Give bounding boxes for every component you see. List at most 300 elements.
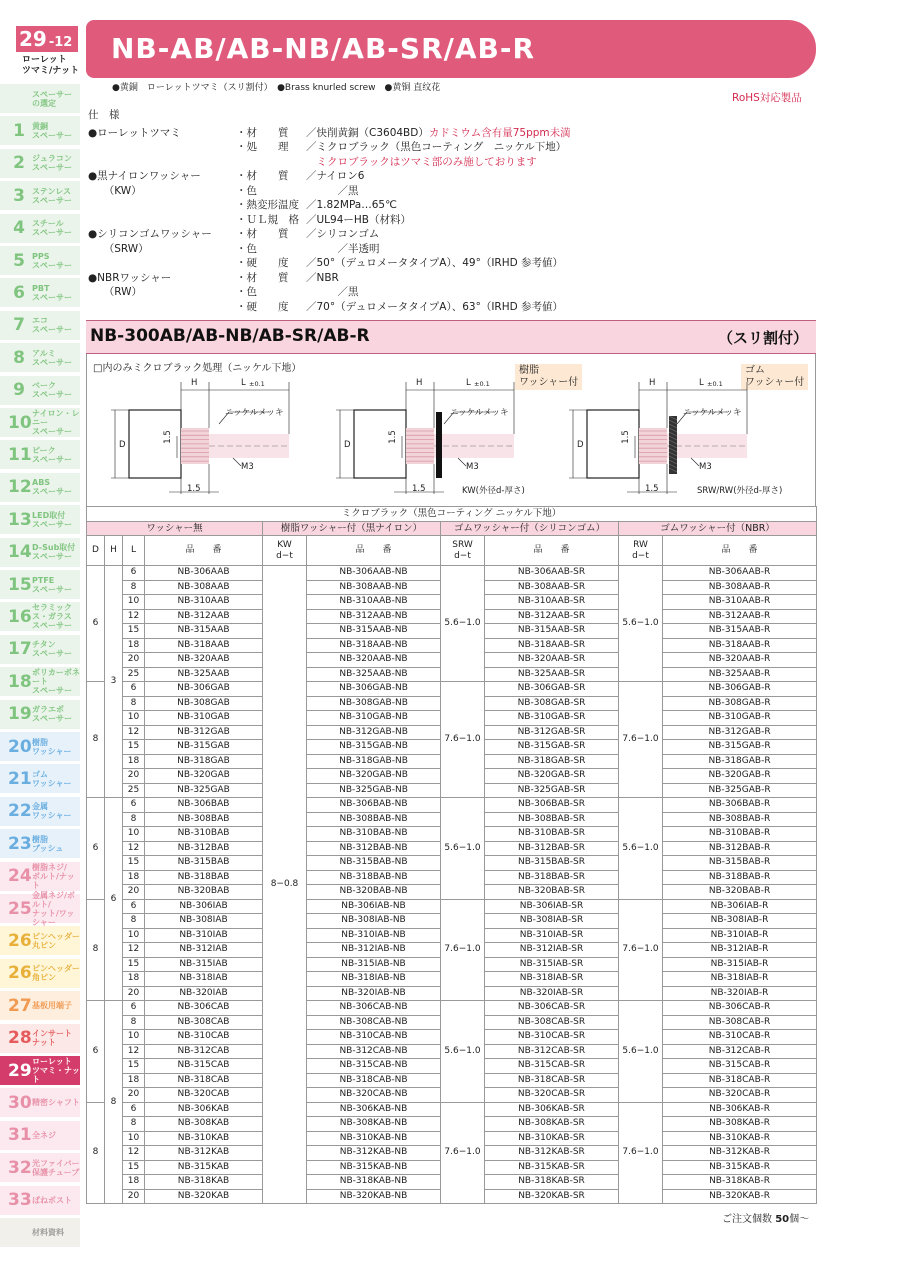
- l-value: 18: [123, 870, 145, 885]
- col-header-dt: d−t: [454, 550, 471, 561]
- order-qty: 50: [775, 1214, 790, 1225]
- rw-dt-value: 7.6−1.0: [619, 682, 663, 798]
- kw-washer: [436, 412, 442, 478]
- part-number: NB-325AAB: [145, 667, 263, 682]
- sidebar-item[interactable]: [0, 890, 80, 927]
- sidebar-item[interactable]: [0, 278, 80, 307]
- sidebar-item[interactable]: [0, 635, 80, 664]
- part-number-nb: NB-318IAB-NB: [307, 972, 441, 987]
- l-value: 12: [123, 1044, 145, 1059]
- sidebar-item[interactable]: [0, 1186, 80, 1215]
- spec-item: [88, 155, 236, 170]
- sidebar-item-number: 10: [8, 412, 32, 433]
- part-number-nb: NB-308KAB-NB: [307, 1117, 441, 1132]
- group-header: ゴムワッシャー付（シリコンゴム）: [441, 521, 619, 536]
- l-value: 12: [123, 609, 145, 624]
- sidebar-item-label: 全ネジ: [32, 1130, 56, 1140]
- part-number-r: NB-320BAB-R: [663, 885, 817, 900]
- spec-value: ／黒: [306, 184, 359, 197]
- diagram-note: □内のみミクロブラック処理（ニッケル下地）: [93, 363, 302, 374]
- sidebar-item-number: 26: [8, 963, 32, 984]
- l-value: 15: [123, 740, 145, 755]
- spec-attr: ・熱変形温度: [236, 199, 299, 211]
- part-number: NB-308AAB: [145, 580, 263, 595]
- part-number-sr: NB-310BAB-SR: [485, 827, 619, 842]
- sidebar-item-label: 樹脂ネジ/ ボルト/ナット: [32, 862, 75, 890]
- spec-attr: ・硬 度: [236, 300, 289, 313]
- part-number-nb: NB-312GAB-NB: [307, 725, 441, 740]
- sidebar-item-number: 8: [13, 347, 25, 368]
- part-number-nb: NB-306IAB-NB: [307, 899, 441, 914]
- sidebar-item-number: 21: [8, 768, 32, 789]
- sidebar-item[interactable]: [0, 862, 80, 891]
- part-number: NB-312AAB: [145, 609, 263, 624]
- srw-dt-value: 7.6−1.0: [441, 682, 485, 798]
- spec-row: [88, 227, 808, 242]
- h-value: 3: [105, 566, 123, 798]
- l-value: 8: [123, 914, 145, 929]
- sidebar-item-label: ABS スペーサー: [32, 478, 72, 497]
- l-value: 18: [123, 1175, 145, 1190]
- dim-knurl-length-label: 1.5: [645, 484, 659, 494]
- sidebar-item-number: 9: [13, 380, 25, 401]
- page-sub-number: -12: [48, 35, 73, 50]
- sidebar-item-label: 金属ネジ/ボルト/ ナット/ワッシャー: [32, 890, 75, 927]
- part-number-nb: NB-318AAB-NB: [307, 638, 441, 653]
- part-number: NB-310BAB: [145, 827, 263, 842]
- l-value: 6: [123, 682, 145, 697]
- spec-row: [88, 126, 808, 141]
- dim-d-label: D: [344, 440, 351, 450]
- col-header-kw-name: KW: [277, 539, 292, 550]
- part-number-nb: NB-308GAB-NB: [307, 696, 441, 711]
- table-row: [87, 566, 817, 581]
- spec-item: ●NBRワッシャー: [88, 271, 172, 284]
- sidebar-item-number: 30: [8, 1092, 32, 1113]
- l-value: 25: [123, 667, 145, 682]
- sidebar-item[interactable]: [0, 505, 80, 534]
- part-number-sr: NB-318IAB-SR: [485, 972, 619, 987]
- spec-value: ／70°（デュロメータタイプA）、63°（IRHD 参考値）: [306, 300, 564, 313]
- part-number-nb: NB-318GAB-NB: [307, 754, 441, 769]
- part-number-sr: NB-308BAB-SR: [485, 812, 619, 827]
- col-header-part: 品 番: [307, 536, 441, 566]
- l-value: 12: [123, 725, 145, 740]
- sidebar-item-label: ピーク スペーサー: [32, 445, 72, 464]
- spec-item: [88, 256, 236, 271]
- d-value: 8: [87, 682, 105, 798]
- part-number-nb: NB-308IAB-NB: [307, 914, 441, 929]
- dim-knurl-length-label: 1.5: [187, 484, 201, 494]
- sidebar-item-number: 25: [8, 898, 32, 919]
- part-number-r: NB-312BAB-R: [663, 841, 817, 856]
- part-number: NB-318BAB: [145, 870, 263, 885]
- sidebar-item-number: 12: [8, 477, 32, 498]
- l-value: 20: [123, 885, 145, 900]
- part-number-nb: NB-320AAB-NB: [307, 653, 441, 668]
- part-number-sr: NB-320BAB-SR: [485, 885, 619, 900]
- part-number: NB-325GAB: [145, 783, 263, 798]
- part-number-nb: NB-308AAB-NB: [307, 580, 441, 595]
- knob-head: [354, 410, 406, 478]
- sidebar-item-number: 4: [13, 218, 25, 239]
- order-suffix: 個〜: [789, 1214, 810, 1225]
- l-value: 10: [123, 1030, 145, 1045]
- part-number-sr: NB-318BAB-SR: [485, 870, 619, 885]
- group-header: ゴムワッシャー付（NBR）: [619, 521, 817, 536]
- part-number-r: NB-315KAB-R: [663, 1160, 817, 1175]
- spec-value: ／50°（デュロメータタイプA）、49°（IRHD 参考値）: [306, 257, 564, 269]
- part-number-r: NB-312GAB-R: [663, 725, 817, 740]
- part-number-nb: NB-320BAB-NB: [307, 885, 441, 900]
- table-row: [87, 536, 817, 566]
- part-number-nb: NB-315BAB-NB: [307, 856, 441, 871]
- table-row: [87, 899, 817, 914]
- part-number-r: NB-325AAB-R: [663, 667, 817, 682]
- part-number: NB-310IAB: [145, 928, 263, 943]
- part-number-nb: NB-308CAB-NB: [307, 1015, 441, 1030]
- page-number: 29: [19, 27, 47, 51]
- part-number-sr: NB-315GAB-SR: [485, 740, 619, 755]
- part-number-sr: NB-308GAB-SR: [485, 696, 619, 711]
- dim-d-label: D: [577, 440, 584, 450]
- part-number-r: NB-306GAB-R: [663, 682, 817, 697]
- part-number-r: NB-306AAB-R: [663, 566, 817, 581]
- col-header-dt: d−t: [632, 550, 649, 561]
- sidebar-item-label: ナイロン・レニー スペーサー: [32, 409, 80, 436]
- part-number-sr: NB-306BAB-SR: [485, 798, 619, 813]
- part-number-r: NB-310KAB-R: [663, 1131, 817, 1146]
- sidebar-item-number: 14: [8, 542, 32, 563]
- sidebar-item[interactable]: [0, 667, 80, 696]
- part-number-r: NB-318GAB-R: [663, 754, 817, 769]
- spec-value-note: カドミウム含有量75ppm未満: [428, 126, 571, 139]
- product-subtitle: ●黄銅 ローレットツマミ（スリ割付） ●Brass knurled screw ●黄铜 直纹花: [112, 83, 441, 93]
- table-row: [87, 1102, 817, 1117]
- sidebar-item[interactable]: [0, 959, 80, 988]
- part-number-nb: NB-310BAB-NB: [307, 827, 441, 842]
- col-header-h: H: [105, 536, 123, 566]
- part-number-r: NB-306CAB-R: [663, 1001, 817, 1016]
- sidebar-item-label: アルミ スペーサー: [32, 348, 72, 367]
- part-number: NB-308KAB: [145, 1117, 263, 1132]
- part-number-nb: NB-320IAB-NB: [307, 986, 441, 1001]
- dim-thread-dia-label: 1.5: [620, 430, 631, 444]
- part-number-r: NB-318CAB-R: [663, 1073, 817, 1088]
- spec-block: [88, 108, 808, 314]
- dim-l-tolerance: ±0.1: [249, 380, 265, 388]
- part-number: NB-318CAB: [145, 1073, 263, 1088]
- sidebar-item-label: 樹脂 ワッシャー: [32, 737, 72, 756]
- l-value: 20: [123, 769, 145, 784]
- sidebar-item[interactable]: [0, 1088, 80, 1117]
- col-header-srw-name: SRW: [452, 539, 473, 550]
- part-number-r: NB-318IAB-R: [663, 972, 817, 987]
- part-number-sr: NB-318KAB-SR: [485, 1175, 619, 1190]
- sidebar-item-label: ステンレス スペーサー: [32, 186, 72, 205]
- spec-item: [88, 198, 236, 213]
- part-number-sr: NB-308KAB-SR: [485, 1117, 619, 1132]
- sidebar-item-number: 7: [13, 315, 25, 336]
- l-value: 10: [123, 595, 145, 610]
- sidebar-item-number: 24: [8, 866, 32, 887]
- l-value: 8: [123, 580, 145, 595]
- part-number: NB-310KAB: [145, 1131, 263, 1146]
- col-header-l: L: [123, 536, 145, 566]
- sidebar-item-number: 5: [13, 250, 25, 271]
- sidebar-item[interactable]: [0, 570, 80, 599]
- sidebar-item[interactable]: [0, 1218, 80, 1247]
- part-number-sr: NB-308AAB-SR: [485, 580, 619, 595]
- part-number-sr: NB-312GAB-SR: [485, 725, 619, 740]
- dim-l-label: L: [699, 378, 704, 388]
- sidebar-item[interactable]: [0, 440, 80, 469]
- spec-value: ／1.82MPa…65℃: [306, 199, 397, 211]
- spec-value: ／黒: [306, 286, 359, 298]
- spec-row: [88, 155, 808, 170]
- spec-value: ミクロブラックはツマミ部のみ施しております: [306, 155, 537, 168]
- sidebar-item[interactable]: [0, 732, 80, 761]
- spec-attr: ・色: [236, 242, 257, 255]
- thread-size-label: M3: [241, 462, 254, 472]
- part-number-r: NB-320IAB-R: [663, 986, 817, 1001]
- part-number: NB-312BAB: [145, 841, 263, 856]
- sidebar-item-number: 16: [8, 606, 32, 627]
- sidebar-item[interactable]: [0, 926, 80, 955]
- dim-h-label: H: [649, 378, 656, 388]
- part-number-sr: NB-306CAB-SR: [485, 1001, 619, 1016]
- sidebar-item-label: PPS スペーサー: [32, 251, 72, 270]
- part-number-nb: NB-325GAB-NB: [307, 783, 441, 798]
- part-number-r: NB-306IAB-R: [663, 899, 817, 914]
- sidebar-item-label: ジュラコン スペーサー: [32, 154, 72, 173]
- sidebar-item[interactable]: [0, 149, 80, 178]
- part-number-sr: NB-310KAB-SR: [485, 1131, 619, 1146]
- part-number-nb: NB-312BAB-NB: [307, 841, 441, 856]
- rw-dt-value: 5.6−1.0: [619, 1001, 663, 1103]
- sidebar-item[interactable]: [0, 84, 80, 113]
- spec-attr: ・材 質: [236, 228, 289, 240]
- drawing-plain: [111, 382, 289, 494]
- srw-dt-value: 5.6−1.0: [441, 798, 485, 900]
- rw-dt-value: 5.6−1.0: [619, 566, 663, 682]
- part-number: NB-318IAB: [145, 972, 263, 987]
- thread-size-label: M3: [466, 462, 479, 472]
- sidebar-item[interactable]: [0, 797, 80, 826]
- spec-attr: ・色: [236, 286, 257, 298]
- spec-row: [88, 169, 808, 184]
- d-value: 6: [87, 1001, 105, 1103]
- sidebar-item-number: 32: [8, 1157, 32, 1178]
- sidebar-item[interactable]: [0, 408, 80, 437]
- part-number-r: NB-308IAB-R: [663, 914, 817, 929]
- part-number-sr: NB-310IAB-SR: [485, 928, 619, 943]
- l-value: 15: [123, 957, 145, 972]
- sidebar-item-number: 23: [8, 833, 32, 854]
- part-table-body: [87, 507, 817, 1204]
- spec-rows: [88, 126, 808, 315]
- sidebar-item-label: 樹脂 ブッシュ: [32, 834, 64, 853]
- dim-l-tolerance: ±0.1: [474, 380, 490, 388]
- srw-washer-note: SRW/RW(外径d-厚さ): [697, 486, 783, 496]
- sidebar-item-label: 金属 ワッシャー: [32, 802, 72, 821]
- sidebar-item-number: 19: [8, 704, 32, 725]
- col-header-dt: d−t: [276, 550, 293, 561]
- l-value: 18: [123, 1073, 145, 1088]
- part-number-nb: NB-306BAB-NB: [307, 798, 441, 813]
- l-value: 10: [123, 827, 145, 842]
- part-number-r: NB-320GAB-R: [663, 769, 817, 784]
- part-number-r: NB-315IAB-R: [663, 957, 817, 972]
- part-number-r: NB-312CAB-R: [663, 1044, 817, 1059]
- spec-attr: ・材 質: [236, 271, 289, 284]
- part-number-nb: NB-318BAB-NB: [307, 870, 441, 885]
- page-number-badge: [16, 26, 78, 52]
- part-number-nb: NB-318CAB-NB: [307, 1073, 441, 1088]
- spec-value: ／ミクロブラック（黒色コーティング ニッケル下地）: [306, 141, 567, 153]
- dim-thread-dia-label: 1.5: [162, 430, 173, 444]
- sidebar-item[interactable]: [0, 1056, 80, 1085]
- spec-row: [88, 300, 808, 315]
- part-number-sr: NB-306AAB-SR: [485, 566, 619, 581]
- part-number-r: NB-310IAB-R: [663, 928, 817, 943]
- spec-row: [88, 256, 808, 271]
- sidebar-item-label: スペーサー の選定: [32, 89, 72, 108]
- sidebar-item[interactable]: [0, 214, 80, 243]
- order-note: [722, 1210, 809, 1225]
- sidebar-item-number: 18: [8, 671, 32, 692]
- part-number-sr: NB-315KAB-SR: [485, 1160, 619, 1175]
- part-number-nb: NB-306KAB-NB: [307, 1102, 441, 1117]
- part-number: NB-306IAB: [145, 899, 263, 914]
- part-number-r: NB-320KAB-R: [663, 1189, 817, 1204]
- l-value: 10: [123, 1131, 145, 1146]
- part-number-nb: NB-310GAB-NB: [307, 711, 441, 726]
- sidebar-item[interactable]: [0, 311, 80, 340]
- knob-knurl: [181, 428, 209, 464]
- part-number-r: NB-325GAB-R: [663, 783, 817, 798]
- dim-l-label: L: [466, 378, 471, 388]
- sidebar-item-label: 黄銅 スペーサー: [32, 121, 72, 140]
- part-number-sr: NB-320GAB-SR: [485, 769, 619, 784]
- nickel-plating-label: ニッケルメッキ: [450, 408, 509, 418]
- sidebar-item-label: PBT スペーサー: [32, 283, 72, 302]
- kw-dt-value: 8−0.8: [263, 566, 307, 1204]
- spec-item: （SRW）: [88, 242, 149, 255]
- part-number-nb: NB-310KAB-NB: [307, 1131, 441, 1146]
- spec-title: 仕 様: [88, 109, 120, 121]
- part-number: NB-320KAB: [145, 1189, 263, 1204]
- l-value: 20: [123, 653, 145, 668]
- category-line-2: ツマミ/ナット: [22, 66, 80, 76]
- part-number-sr: NB-325GAB-SR: [485, 783, 619, 798]
- sidebar-item-number: 2: [13, 153, 25, 174]
- part-number: NB-315AAB: [145, 624, 263, 639]
- sidebar-item[interactable]: [0, 473, 80, 502]
- part-number-nb: NB-310CAB-NB: [307, 1030, 441, 1045]
- part-number-r: NB-310GAB-R: [663, 711, 817, 726]
- sidebar-item-label: 精密シャフト: [32, 1098, 80, 1108]
- spec-item: （RW）: [88, 286, 143, 298]
- sidebar-item-label: ばねポスト: [32, 1195, 72, 1205]
- sidebar-item[interactable]: [0, 602, 80, 631]
- sidebar-item-number: 29: [8, 1060, 32, 1081]
- table-row: [87, 682, 817, 697]
- part-number-r: NB-310BAB-R: [663, 827, 817, 842]
- sidebar-item-number: 27: [8, 995, 32, 1016]
- sidebar-item[interactable]: [0, 116, 80, 145]
- drawing-line: [458, 458, 466, 466]
- part-number: NB-306AAB: [145, 566, 263, 581]
- sidebar-item-number: 13: [8, 509, 32, 530]
- spec-attr: ・処 理: [236, 141, 289, 153]
- sidebar-item[interactable]: [0, 538, 80, 567]
- sidebar-item[interactable]: [0, 181, 80, 210]
- l-value: 8: [123, 1015, 145, 1030]
- drawing-line: [691, 458, 699, 466]
- sidebar-item[interactable]: [0, 376, 80, 405]
- part-number-sr: NB-306KAB-SR: [485, 1102, 619, 1117]
- sidebar-item[interactable]: [0, 1121, 80, 1150]
- l-value: 12: [123, 841, 145, 856]
- part-number: NB-315BAB: [145, 856, 263, 871]
- spec-item: [88, 213, 236, 228]
- part-number-nb: NB-320CAB-NB: [307, 1088, 441, 1103]
- sidebar-item-label: LED取付 スペーサー: [32, 510, 72, 529]
- rw-dt-value: 5.6−1.0: [619, 798, 663, 900]
- sidebar-item-label: ベーク スペーサー: [32, 381, 72, 400]
- d-value: 6: [87, 566, 105, 682]
- part-number-sr: NB-312AAB-SR: [485, 609, 619, 624]
- part-number-r: NB-310AAB-R: [663, 595, 817, 610]
- table-row: [87, 521, 817, 536]
- part-number-r: NB-310CAB-R: [663, 1030, 817, 1045]
- part-number-r: NB-318AAB-R: [663, 638, 817, 653]
- part-table: [86, 506, 817, 1204]
- srw-dt-value: 5.6−1.0: [441, 1001, 485, 1103]
- part-number: NB-306BAB: [145, 798, 263, 813]
- sidebar-item-label: スチール スペーサー: [32, 219, 72, 238]
- sidebar-item-label: インサート ナット: [32, 1029, 72, 1048]
- sidebar-item[interactable]: [0, 991, 80, 1020]
- spec-attr: ・硬 度: [236, 257, 289, 269]
- part-number-r: NB-312IAB-R: [663, 943, 817, 958]
- d-value: 8: [87, 899, 105, 1001]
- d-value: 6: [87, 798, 105, 900]
- l-value: 15: [123, 1059, 145, 1074]
- part-number-nb: NB-312CAB-NB: [307, 1044, 441, 1059]
- sidebar-item[interactable]: [0, 343, 80, 372]
- part-number: NB-312GAB: [145, 725, 263, 740]
- spec-row: [88, 213, 808, 228]
- sidebar-item[interactable]: [0, 1024, 80, 1053]
- sidebar-item[interactable]: [0, 246, 80, 275]
- part-number-sr: NB-325AAB-SR: [485, 667, 619, 682]
- h-value: 6: [105, 798, 123, 1001]
- sidebar-item[interactable]: [0, 764, 80, 793]
- part-number-r: NB-306KAB-R: [663, 1102, 817, 1117]
- sidebar-item[interactable]: [0, 829, 80, 858]
- sidebar-item[interactable]: [0, 700, 80, 729]
- part-number: NB-318KAB: [145, 1175, 263, 1190]
- spec-value: ／NBR: [306, 271, 339, 284]
- part-number-sr: NB-306IAB-SR: [485, 899, 619, 914]
- category-line-1: ローレット: [22, 55, 67, 65]
- sidebar-item-label: D-Sub取付 スペーサー: [32, 543, 76, 562]
- sidebar-item[interactable]: [0, 1153, 80, 1182]
- part-number-r: NB-312KAB-R: [663, 1146, 817, 1161]
- knob-head: [129, 410, 181, 478]
